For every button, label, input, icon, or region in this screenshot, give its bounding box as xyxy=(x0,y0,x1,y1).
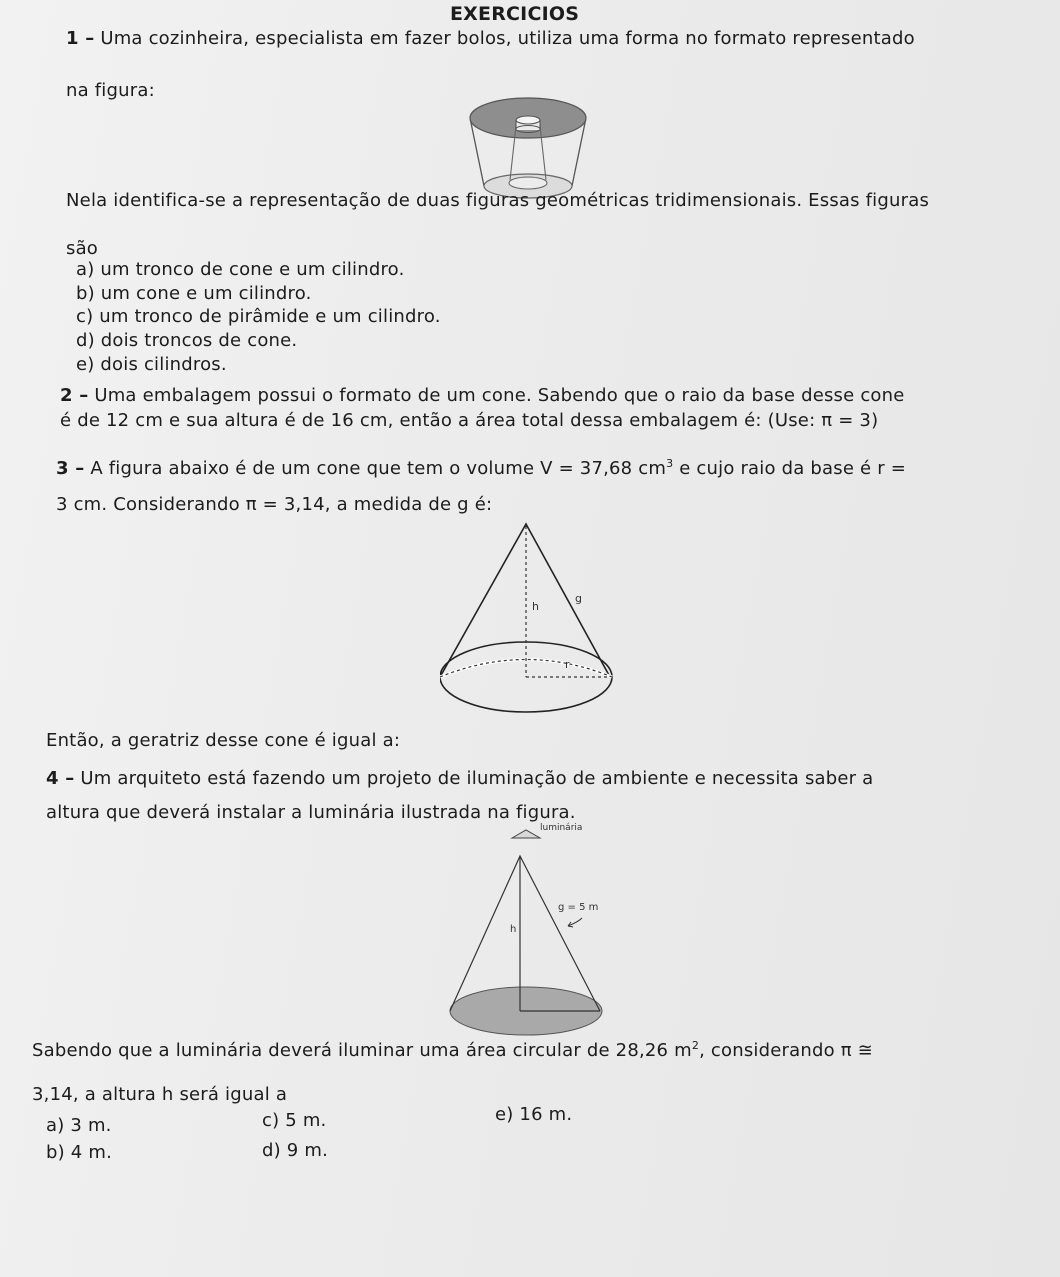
q1-line4: são xyxy=(66,238,99,259)
q4-line4: 3,14, a altura h será igual a xyxy=(32,1084,288,1105)
q4-label-lamp: luminária xyxy=(540,823,583,833)
q4-line3: Sabendo que a luminária deverá iluminar uma área circular de 28,26 $m^2$, considerando π ≅ xyxy=(32,1039,873,1061)
q4-number: 4 – xyxy=(46,768,75,789)
q4-line1: 4 – Um arquiteto está fazendo um projeto de iluminação de ambiente e necessita saber a xyxy=(46,768,874,789)
q1-option-b[interactable]: b) um cone e um cilindro. xyxy=(76,283,312,304)
q4-figure-lamp-cone xyxy=(440,826,610,1041)
q2-number: 2 – xyxy=(60,385,89,406)
q3-line3: Então, a geratriz desse cone é igual a: xyxy=(46,730,401,751)
q1-line3: Nela identifica-se a representação de duas figuras geométricas tridimensionais. Essas figuras xyxy=(66,190,930,211)
q4-option-e[interactable]: e) 16 m. xyxy=(495,1104,573,1125)
q1-option-a[interactable]: a) um tronco de cone e um cilindro. xyxy=(76,259,405,280)
q1-number: 1 – xyxy=(66,28,95,49)
q1-option-e[interactable]: e) dois cilindros. xyxy=(76,354,227,375)
q2-line2: é de 12 cm e sua altura é de 16 cm, então a área total dessa embalagem é: (Use: π = 3) xyxy=(60,410,879,431)
q1-line1: 1 – Uma cozinheira, especialista em fazer bolos, utiliza uma forma no formato representado xyxy=(66,28,915,49)
q3-figure-cone xyxy=(440,522,620,722)
q4-line2: altura que deverá instalar a luminária ilustrada na figura. xyxy=(46,802,576,823)
q4-option-c[interactable]: c) 5 m. xyxy=(262,1110,327,1131)
q3-label-g: g xyxy=(575,592,582,605)
q4-option-d[interactable]: d) 9 m. xyxy=(262,1140,328,1161)
page-title: EXERCICIOS xyxy=(450,3,580,25)
q2-line1: 2 – Uma embalagem possui o formato de um cone. Sabendo que o raio da base desse cone xyxy=(60,385,905,406)
q3-line2: 3 cm. Considerando π = 3,14, a medida de g é: xyxy=(56,494,493,515)
q4-option-a[interactable]: a) 3 m. xyxy=(46,1115,112,1136)
q3-label-h: h xyxy=(532,600,539,613)
q1-option-c[interactable]: c) um tronco de pirâmide e um cilindro. xyxy=(76,306,441,327)
q4-label-h: h xyxy=(510,924,517,935)
q4-option-b[interactable]: b) 4 m. xyxy=(46,1142,112,1163)
q3-label-r: r xyxy=(565,658,570,671)
q1-line2: na figura: xyxy=(66,80,155,101)
q3-line1: 3 – A figura abaixo é de um cone que tem o volume V = 37,68 $cm^3$ e cujo raio da base é r = xyxy=(56,457,907,479)
q1-option-d[interactable]: d) dois troncos de cone. xyxy=(76,330,298,351)
q4-label-g: g = 5 m xyxy=(558,902,599,913)
q1-figure-cake-pan xyxy=(468,96,588,202)
q3-number: 3 – xyxy=(56,458,85,479)
